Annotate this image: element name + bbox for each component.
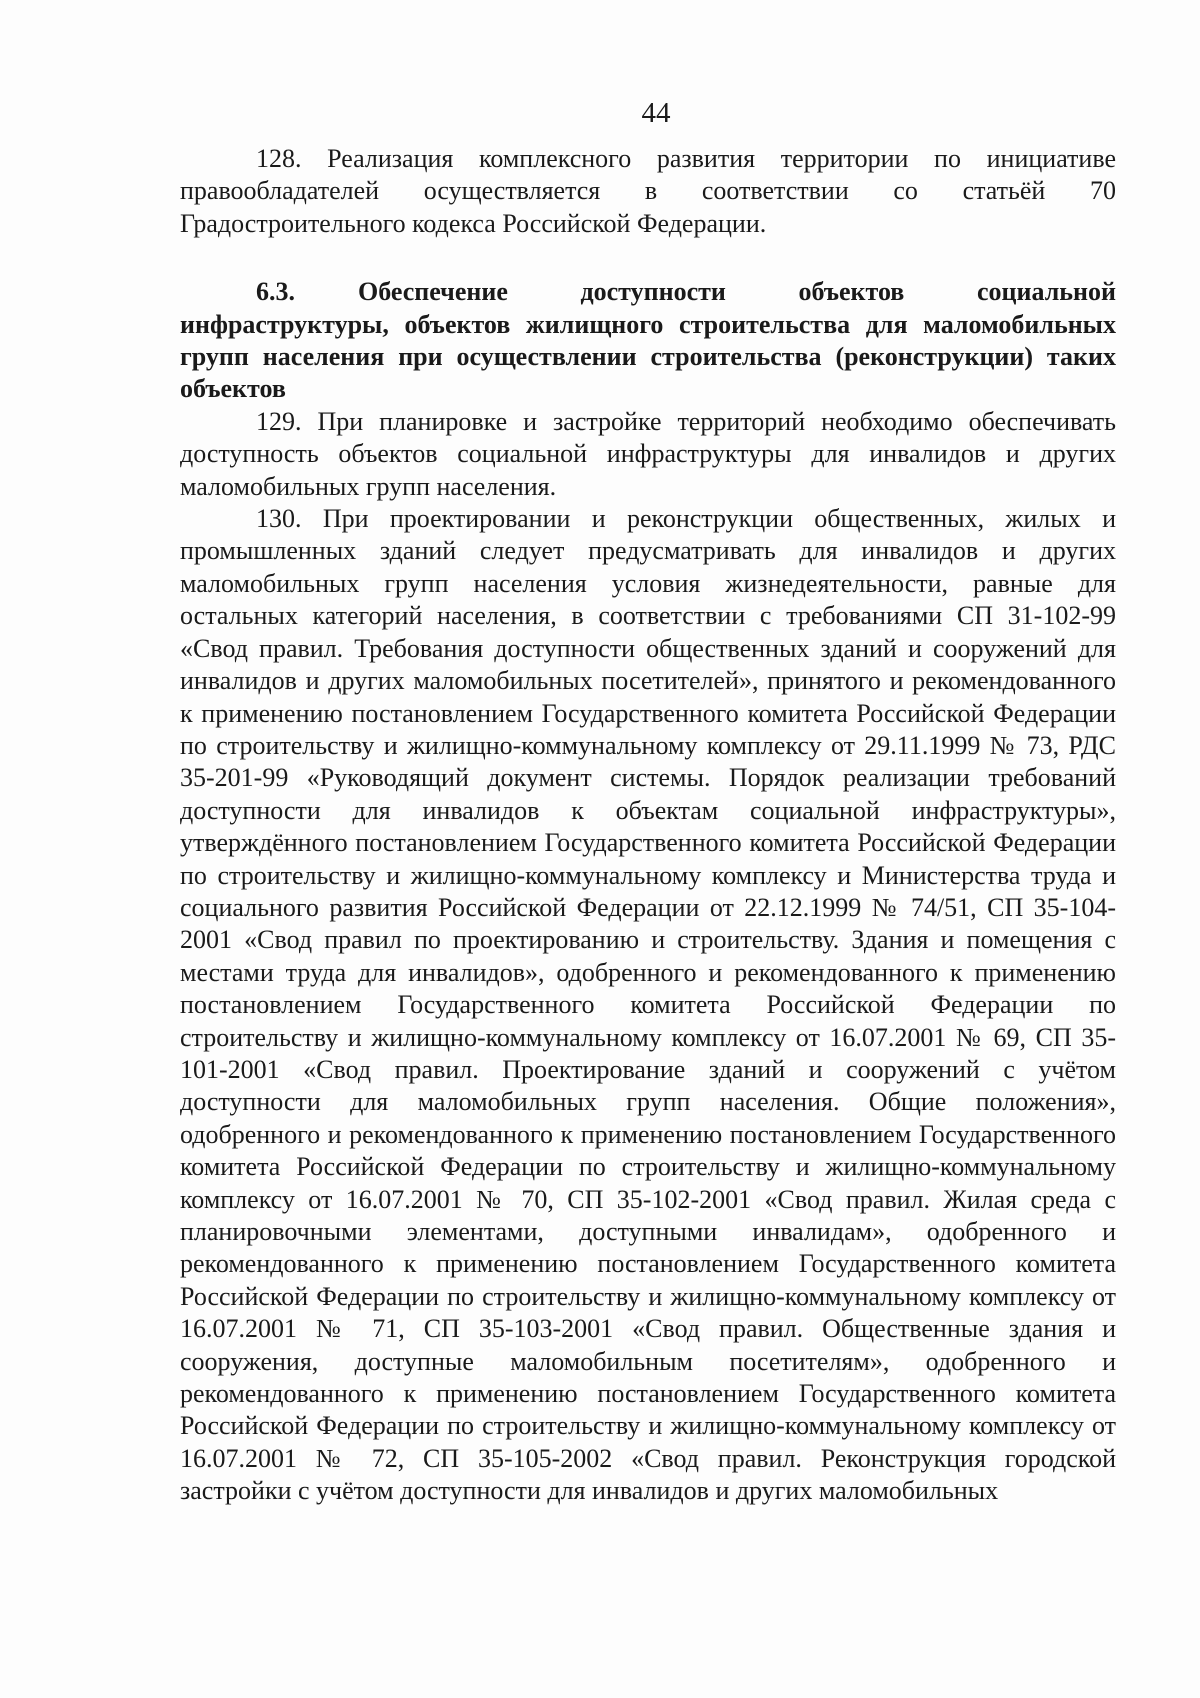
section-title: Обеспечение доступности объектов социальной инфраструктуры, объектов жилищного строительства для маломобильных групп населения при осуществлении строительства (реконструкции) таких объектов [180,277,1116,404]
paragraph-number: 128. [256,144,302,173]
paragraph-number: 130. [256,504,302,534]
paragraph-text: Реализация комплексного развития территории по инициативе правообладателей осуществляется в соответствии со статьёй 70 Градостроительного кодекса Российской Федерации. [180,144,1116,238]
paragraph-129 [180,406,1116,503]
document-body [180,143,1116,1508]
paragraph-text: При планировке и застройке территорий необходимо обеспечивать доступность объектов социальной инфраструктуры для инвалидов и других маломобильных групп населения. [180,406,1117,501]
paragraph-text: При проектировании и реконструкции общественных, жилых и промышленных зданий следует предусматривать для инвалидов и других маломобильных групп населения условия жизнедеятельности, равные для остальных категорий населения, в соответствии с требованиями СП 31-102-99 «Свод правил. Требования доступности общественных зданий и сооружений для инвалидов и других маломобильных посетителей», принятого и рекомендованного к применению постановлением Государственного комитета Российской Федерации по строительству и жилищно-коммунальному комплексу от 29.11.1999 № 73, РДС 35-201-99 «Руководящий документ системы. Порядок реализации требований доступности для инвалидов к объектам социальной инфраструктуры», утверждённого постановлением Государственного комитета Российской Федерации по строительству и жилищно-коммунальному комплексу и Министерства труда и социального развития Российской Федерации от 22.12.1999 № 74/51, СП 35-104-2001 «Свод правил по проектированию и строительству. Здания и помещения с местами труда для инвалидов», одобренного и рекомендованного к применению постановлением Государственного комитета Российской Федерации по строительству и жилищно-коммунальному комплексу от 16.07.2001 № 69, СП 35-101-2001 «Свод правил. Проектирование зданий и сооружений с учётом доступности для маломобильных групп населения. Общие положения», одобренного и рекомендованного к применению постановлением Государственного комитета Российской Федерации по строительству и жилищно-коммунальному комплексу от 16.07.2001 № 70, СП 35-102-2001 «Свод правил. Жилая среда с планировочными элементами, доступными инвалидам», одобренного и рекомендованного к применению постановлением Государственного комитета Российской Федерации по строительству и жилищно-коммунальному комплексу от 16.07.2001 № 71, СП 35-103-2001 «Свод правил. Общественные здания и сооружения, доступные маломобильным посетителям», одобренного и рекомендованного к применению постановлением Государственного комитета Российской Федерации по строительству и жилищно-коммунальному комплексу от 16.07.2001 № 72, СП 35-105-2002 «Свод правил. Реконструкция городской застройки с учётом доступности для инвалидов и других маломобильных [180,504,1116,1506]
page-number: 44 [641,97,671,129]
paragraph-number: 129. [256,406,302,436]
paragraph-128 [180,143,1116,240]
section-heading-6-3 [180,276,1116,406]
paragraph-130 [180,503,1116,1508]
section-number: 6.3. [256,277,295,307]
